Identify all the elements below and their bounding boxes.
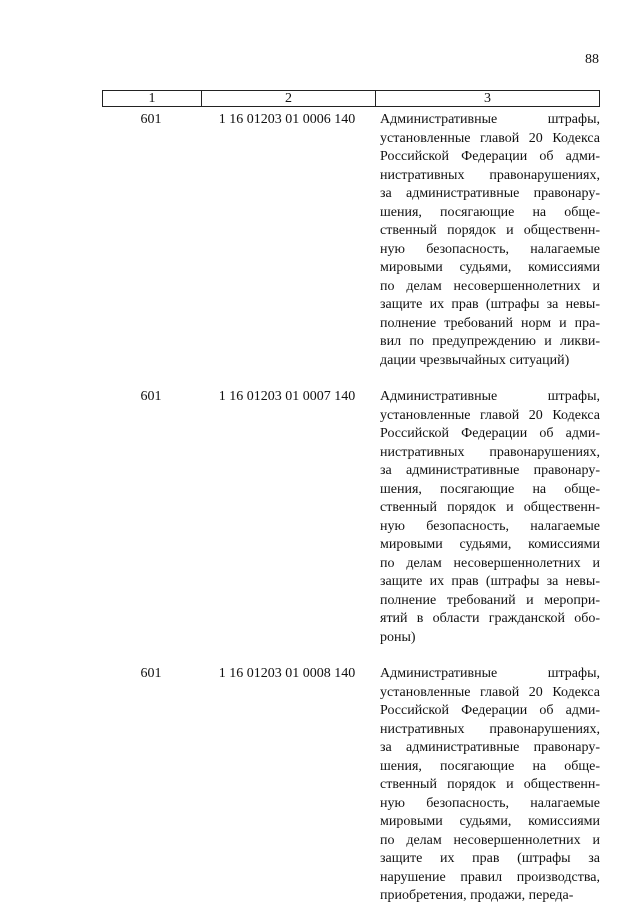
description-line: вил по предупреждению и ликви- bbox=[380, 334, 600, 349]
admin-code-cell: 601 bbox=[140, 666, 162, 681]
description-line: Российской Федерации об адми- bbox=[380, 703, 600, 718]
description-cell bbox=[374, 111, 600, 370]
table-header-row bbox=[102, 90, 600, 107]
description-line: мировыми судьями, комиссиями bbox=[380, 537, 600, 552]
description-line: по делам несовершеннолетних и bbox=[380, 278, 600, 294]
budget-classification-code-cell: 1 16 01203 01 0006 140 bbox=[218, 112, 356, 127]
admin-code-cell: 601 bbox=[140, 112, 162, 127]
table-row bbox=[102, 388, 600, 647]
description-line: установленные главой 20 Кодекса bbox=[380, 130, 600, 146]
description-line: ную безопасность, налагаемые bbox=[380, 795, 600, 811]
description-line: нистративных правонарушениях, bbox=[380, 167, 600, 183]
table-row bbox=[102, 111, 600, 370]
description-line: Административные штрафы, bbox=[380, 112, 600, 127]
description-line: роны) bbox=[380, 629, 416, 645]
description-line: Административные штрафы, bbox=[380, 389, 600, 404]
description-line: мировыми судьями, комиссиями bbox=[380, 814, 600, 829]
description-line: по делам несовершеннолетних и bbox=[380, 555, 600, 571]
description-line: Административные штрафы, bbox=[380, 666, 600, 681]
header-col-2: 2 bbox=[201, 91, 375, 106]
description-line: шения, посягающие на обще- bbox=[380, 204, 600, 220]
description-line: мировыми судьями, комиссиями bbox=[380, 260, 600, 275]
description-line: установленные главой 20 Кодекса bbox=[380, 407, 600, 423]
description-line: шения, посягающие на обще- bbox=[380, 758, 600, 774]
description-line: нистративных правонарушениях, bbox=[380, 721, 600, 737]
description-cell bbox=[374, 665, 600, 906]
description-line: за административные правонару- bbox=[380, 186, 600, 201]
description-line: защите их прав (штрафы за невы- bbox=[380, 574, 600, 589]
description-line: шения, посягающие на обще- bbox=[380, 481, 600, 497]
description-line: ную безопасность, налагаемые bbox=[380, 518, 600, 534]
table-body bbox=[102, 111, 600, 906]
description-line: полнение требований норм и пра- bbox=[380, 315, 600, 331]
description-line: дации чрезвычайных ситуаций) bbox=[380, 352, 570, 368]
description-line: ную безопасность, налагаемые bbox=[380, 241, 600, 257]
description-line: ятий в области гражданской обо- bbox=[380, 611, 600, 626]
description-cell bbox=[374, 388, 600, 647]
admin-code-cell: 601 bbox=[140, 389, 162, 404]
description-line: защите их прав (штрафы за bbox=[380, 851, 600, 866]
description-line: Российской Федерации об адми- bbox=[380, 149, 600, 164]
header-col-1: 1 bbox=[148, 91, 156, 106]
header-col-3: 3 bbox=[375, 91, 599, 106]
description-line: за административные правонару- bbox=[380, 740, 600, 755]
description-line: ственный порядок и общественн- bbox=[380, 223, 600, 238]
description-line: по делам несовершеннолетних и bbox=[380, 832, 600, 848]
budget-classification-code-cell: 1 16 01203 01 0007 140 bbox=[218, 389, 356, 404]
table-row bbox=[102, 665, 600, 906]
description-line: приобретения, продажи, переда- bbox=[380, 888, 574, 903]
description-line: полнение требований и меропри- bbox=[380, 592, 600, 608]
page-number: 88 bbox=[585, 52, 599, 67]
description-line: ственный порядок и общественн- bbox=[380, 500, 600, 515]
description-line: ственный порядок и общественн- bbox=[380, 777, 600, 792]
description-line: Российской Федерации об адми- bbox=[380, 426, 600, 441]
description-line: нистративных правонарушениях, bbox=[380, 444, 600, 460]
description-line: за административные правонару- bbox=[380, 463, 600, 478]
budget-classification-code-cell: 1 16 01203 01 0008 140 bbox=[218, 666, 356, 681]
description-line: нарушение правил производства, bbox=[380, 869, 600, 885]
description-line: защите их прав (штрафы за невы- bbox=[380, 297, 600, 312]
description-line: установленные главой 20 Кодекса bbox=[380, 684, 600, 700]
